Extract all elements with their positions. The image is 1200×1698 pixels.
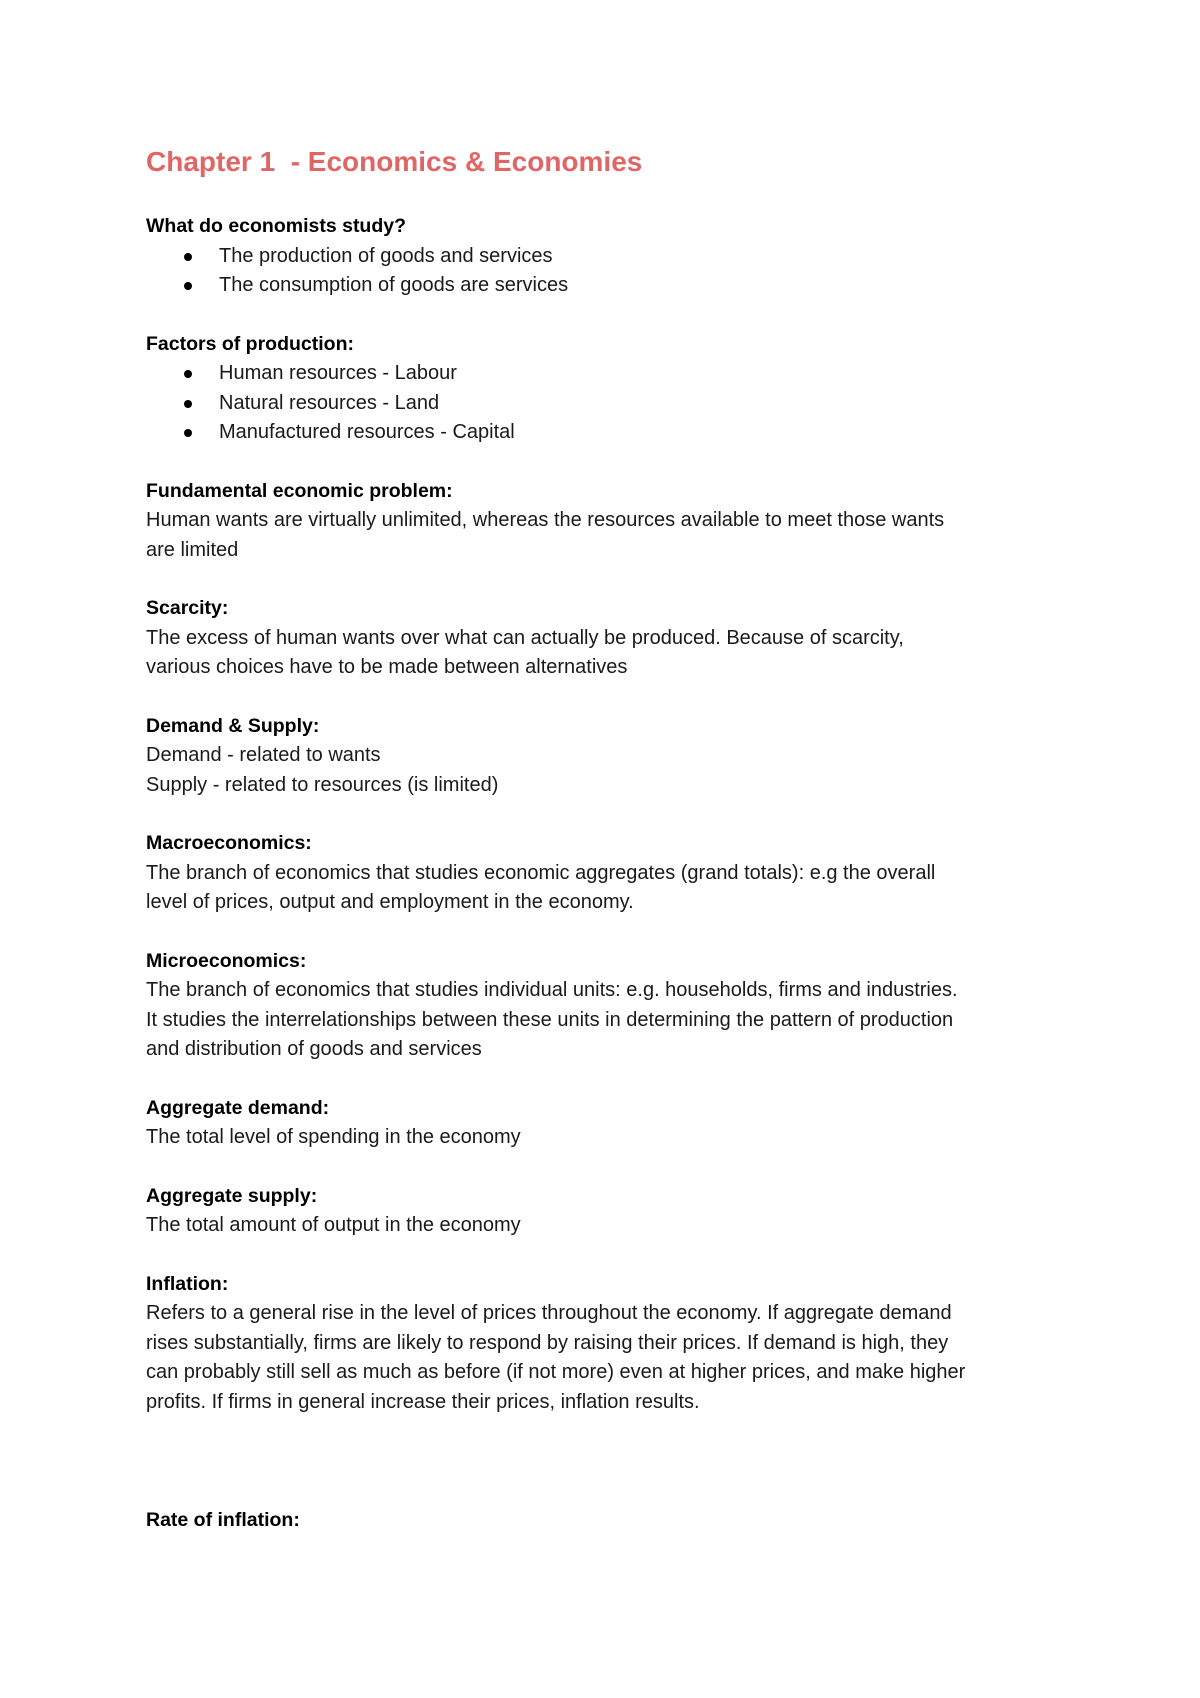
section-rate-of-inflation bbox=[146, 1506, 1076, 1536]
body-text: It studies the interrelationships between these units in determining the pattern of production bbox=[146, 1008, 954, 1031]
section-heading: Aggregate demand: bbox=[146, 1096, 330, 1119]
section-demand-supply bbox=[146, 712, 1076, 801]
body-text: can probably still sell as much as before (if not more) even at higher prices, and make higher bbox=[146, 1361, 966, 1383]
body-text: The branch of economics that studies individual units: e.g. households, firms and industries. bbox=[146, 979, 958, 1001]
section-heading: Rate of inflation: bbox=[146, 1509, 300, 1531]
section-factors-of-production bbox=[146, 330, 1076, 448]
document-title: Chapter 1 - Economics & Economies bbox=[146, 146, 643, 177]
bullet-text: Human resources - Labour bbox=[219, 362, 457, 384]
section-heading: Fundamental economic problem: bbox=[146, 479, 453, 502]
section-heading: Microeconomics: bbox=[146, 949, 307, 972]
section-heading: Scarcity: bbox=[146, 597, 229, 619]
body-text: The total level of spending in the economy bbox=[146, 1126, 521, 1148]
body-text: Supply - related to resources (is limited) bbox=[146, 773, 499, 796]
body-text: The excess of human wants over what can actually be produced. Because of scarcity, bbox=[146, 626, 904, 649]
body-text: are limited bbox=[146, 538, 239, 561]
section-heading: Macroeconomics: bbox=[146, 832, 312, 854]
section-heading: Inflation: bbox=[146, 1272, 229, 1295]
bullet-item bbox=[146, 359, 1076, 389]
body-text: Demand - related to wants bbox=[146, 744, 381, 766]
section-aggregate-supply bbox=[146, 1182, 1076, 1241]
section-fundamental-problem bbox=[146, 477, 1076, 566]
bullet-text: The consumption of goods are services bbox=[219, 274, 569, 296]
section-macroeconomics bbox=[146, 829, 1076, 918]
bullet-icon bbox=[184, 429, 192, 437]
section-microeconomics bbox=[146, 947, 1076, 1065]
bullet-text: Manufactured resources - Capital bbox=[219, 421, 515, 443]
section-inflation bbox=[146, 1270, 1076, 1418]
body-text: level of prices, output and employment in the economy. bbox=[146, 891, 634, 913]
body-text: rises substantially, firms are likely to respond by raising their prices. If demand is high, they bbox=[146, 1331, 949, 1354]
bullet-icon bbox=[184, 253, 192, 261]
bullet-icon bbox=[184, 282, 192, 290]
section-scarcity bbox=[146, 594, 1076, 683]
section-aggregate-demand bbox=[146, 1094, 1076, 1153]
bullet-text: The production of goods and services bbox=[219, 244, 553, 267]
document-page bbox=[146, 140, 1076, 1565]
bullet-item bbox=[146, 242, 1076, 272]
body-text: Human wants are virtually unlimited, whereas the resources available to meet those wants bbox=[146, 509, 945, 531]
section-heading: What do economists study? bbox=[146, 215, 407, 237]
bullet-list bbox=[146, 359, 1076, 448]
bullet-item bbox=[146, 389, 1076, 419]
body-text: The total amount of output in the economy bbox=[146, 1214, 521, 1236]
bullet-icon bbox=[184, 400, 192, 408]
bullet-item bbox=[146, 418, 1076, 448]
body-text: and distribution of goods and services bbox=[146, 1038, 482, 1060]
bullet-item bbox=[146, 271, 1076, 301]
section-heading: Demand & Supply: bbox=[146, 714, 320, 737]
section-heading: Factors of production: bbox=[146, 332, 354, 355]
spacer bbox=[146, 1446, 1076, 1506]
bullet-list bbox=[146, 242, 1076, 301]
body-text: The branch of economics that studies economic aggregates (grand totals): e.g the overall bbox=[146, 861, 936, 884]
body-text: Refers to a general rise in the level of prices throughout the economy. If aggregate demand bbox=[146, 1302, 952, 1324]
body-text: profits. If firms in general increase their prices, inflation results. bbox=[146, 1390, 700, 1413]
section-heading: Aggregate supply: bbox=[146, 1184, 318, 1207]
bullet-icon bbox=[184, 370, 192, 378]
bullet-text: Natural resources - Land bbox=[219, 391, 440, 414]
body-text: various choices have to be made between alternatives bbox=[146, 656, 628, 678]
section-economists-study bbox=[146, 212, 1076, 301]
